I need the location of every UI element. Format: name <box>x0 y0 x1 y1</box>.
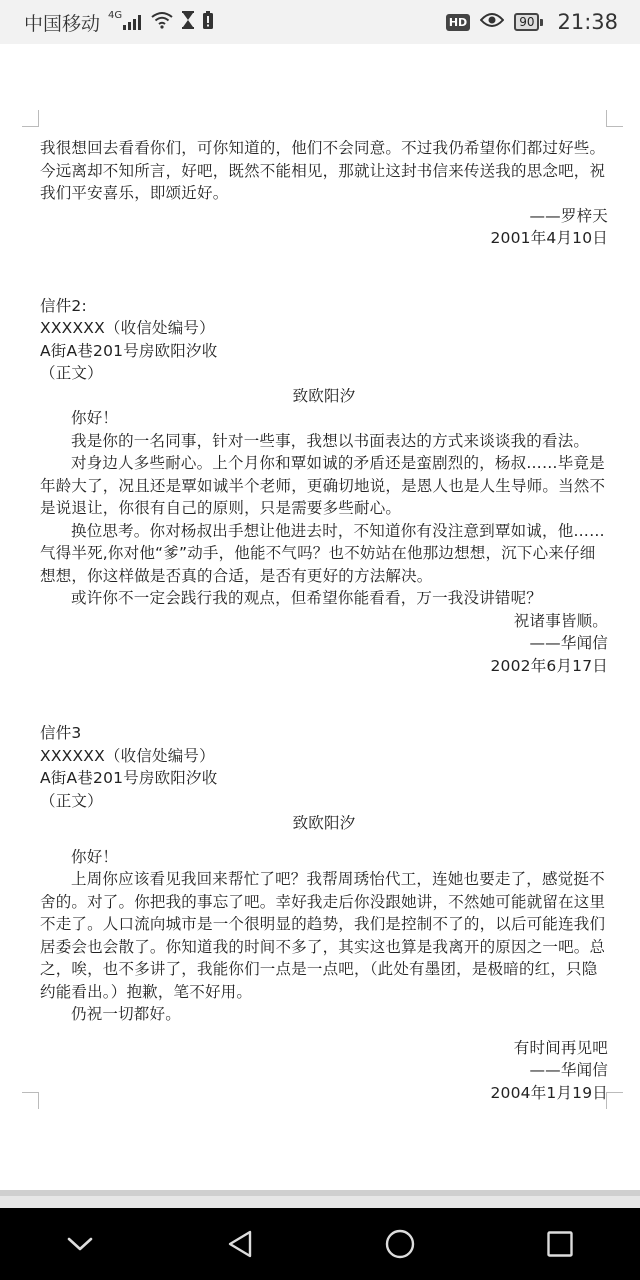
letter3-signature: ——华闻信 <box>529 1061 608 1079</box>
wifi-icon <box>151 11 173 34</box>
letter2-heading: 信件2: <box>40 296 87 315</box>
letter1-body: 我很想回去看看你们，可你知道的，他们不会同意。不过我仍希望你们都过好些。今远离却不知所言，好吧，既然不能相见，那就让这封书信来传送我的思念吧，祝我们平安喜乐，即颂近好。 <box>40 139 606 202</box>
letter2-paragraph: 你好！ <box>71 409 119 427</box>
document-page[interactable] <box>0 44 640 1190</box>
home-circle-icon[interactable] <box>370 1214 430 1274</box>
letter2-code: XXXXXX（收信处编号） <box>40 319 215 337</box>
hourglass-icon <box>181 11 195 34</box>
letter3-body-note: （正文） <box>40 791 103 810</box>
letter2-address: A街A巷201号房欧阳汐收 <box>40 341 218 360</box>
document-content <box>40 137 608 1104</box>
letter3-code: XXXXXX（收信处编号） <box>40 746 215 765</box>
letter3-closing: 有时间再见吧 <box>513 1038 608 1057</box>
letter3-title: 致欧阳汐 <box>292 814 356 832</box>
letter1-date: 2001年4月10日 <box>490 229 608 247</box>
navigation-bar <box>0 1208 640 1280</box>
page-corner-marker <box>606 110 623 127</box>
carrier-name: 中国移动 <box>24 12 101 35</box>
page-corner-marker <box>606 1092 623 1109</box>
signal-bars-icon <box>123 14 143 30</box>
letter3-heading: 信件3 <box>40 724 82 742</box>
letter2-closing: 祝诸事皆顺。 <box>513 611 608 630</box>
letter3-paragraph: 上周你应该看见我回来帮忙了吧？我帮周琇怡代工，连她也要走了，感觉挺不舍的。对了。你把我的事忘了吧。幸好我走后你没跟她讲，不然她可能就留在这里不走了。人口流向城市是一个很明显的趋势，我们是控制不了的，以后可能连我们居委会也会散了。你知道我的时间不多了，其实这也算是我离开的原因之一吧。总之，唉，也不多讲了，我能你们一点是一点吧，（此处有墨团，是极暗的红，只隐约能看出。）抱歉，笔不好用。 <box>40 870 606 1001</box>
letter3-date: 2004年1月19日 <box>490 1083 608 1102</box>
page-scroll-edge[interactable] <box>0 1190 640 1208</box>
letter2-title: 致欧阳汐 <box>292 386 356 405</box>
status-left <box>24 9 221 36</box>
letter3-address: A街A巷201号房欧阳汐收 <box>40 769 218 787</box>
page-corner-marker <box>22 1092 39 1109</box>
clock-time: 21:38 <box>557 10 618 34</box>
status-right <box>436 10 618 34</box>
status-bar <box>0 0 640 44</box>
network-type-label: 4G <box>108 9 123 21</box>
chevron-down-icon[interactable] <box>50 1214 110 1274</box>
letter2-signature: ——华闻信 <box>529 634 608 652</box>
letter2-paragraph: 我是你的一名同事，针对一些事，我想以书面表达的方式来谈谈我的看法。 <box>71 431 590 450</box>
letter3-paragraph: 仍祝一切都好。 <box>71 1005 181 1023</box>
back-triangle-icon[interactable] <box>210 1214 270 1274</box>
alert-battery-icon <box>203 11 213 34</box>
battery-icon <box>514 13 543 31</box>
hd-badge: HD <box>446 14 470 31</box>
letter2-date: 2002年6月17日 <box>490 656 608 675</box>
recents-square-icon[interactable] <box>530 1214 590 1274</box>
page-corner-marker <box>22 110 39 127</box>
letter3-paragraph: 你好！ <box>71 847 119 866</box>
letter2-paragraph: 或许你不一定会践行我的观点，但希望你能看看，万一我没讲错呢？ <box>71 589 543 607</box>
battery-level: 90 <box>514 13 539 31</box>
letter2-body-note: （正文） <box>40 364 103 382</box>
letter2-paragraph: 对身边人多些耐心。上个月你和覃如诚的矛盾还是蛮剧烈的，杨叔……毕竟是年龄大了，况且还是覃如诚半个老师，更确切地说，是恩人也是人生导师。当然不是说退让，你很有自己的原则，只是需要多些耐心。 <box>40 454 606 517</box>
letter1-signature: ——罗梓天 <box>529 206 608 225</box>
eye-icon <box>480 11 504 33</box>
letter2-paragraph: 换位思考。你对杨叔出手想让他进去时，不知道你有没注意到覃如诚，他……气得半死,你对他“爹”动手，他能不气吗？也不妨站在他那边想想，沉下心来仔细想想，你这样做是否真的合适，是否有更好的方法解决。 <box>40 521 605 585</box>
